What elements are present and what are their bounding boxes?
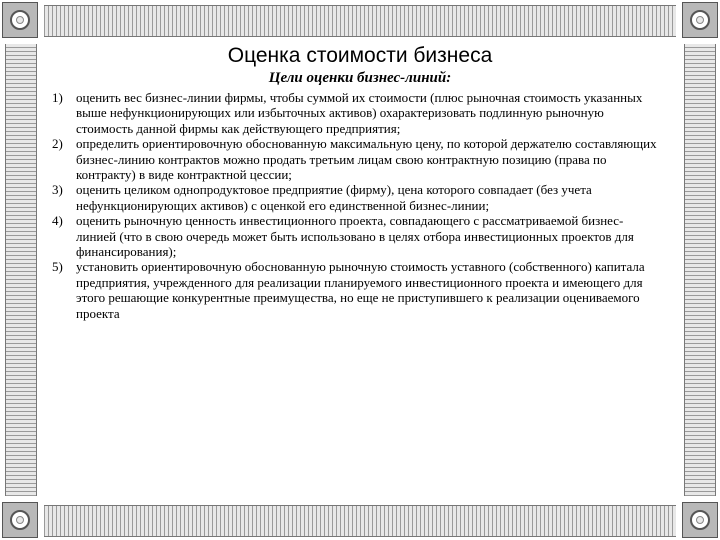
goal-text: определить ориентировочную обоснованную максимальную цену, по которой держателю составляющих бизнес-линию контрактов можно продать третьим лицам свою контрактную позицию (права по контракту) в виде контрактной цессии; — [76, 136, 657, 183]
goals-list — [52, 90, 662, 321]
frame-bottom-border — [44, 505, 676, 537]
goal-number: 3) — [52, 182, 63, 198]
corner-ornament-icon — [682, 502, 718, 538]
goal-number: 5) — [52, 259, 63, 275]
frame-right-border — [684, 44, 716, 496]
corner-ornament-icon — [2, 2, 38, 38]
goal-text: оценить целиком однопродуктовое предприятие (фирму), цена которого совпадает (без учета нефункционирующих активов) с оценкой его единственной бизнес-линии; — [76, 182, 592, 213]
corner-ornament-icon — [682, 2, 718, 38]
frame-top-border — [44, 5, 676, 37]
goal-number: 2) — [52, 136, 63, 152]
slide-content — [44, 44, 676, 496]
goal-item-5 — [52, 259, 662, 321]
goal-item-4 — [52, 213, 662, 259]
slide-title: Оценка стоимости бизнеса — [227, 44, 493, 67]
goal-text: установить ориентировочную обоснованную рыночную стоимость уставного (собственного) капитала предприятия, учрежденного для реализации планируемого инвестиционного проекта и имеющего для этого решающие конкурентные преимущества, но еще не приступившего к реализации оцениваемого проекта — [76, 259, 645, 321]
corner-ornament-icon — [2, 502, 38, 538]
goal-number: 1) — [52, 90, 63, 105]
goal-text: оценить вес бизнес-линии фирмы, чтобы суммой их стоимости (плюс рыночная стоимость указанных выше нефункционирующих или избыточных активов) охарактеризовать подлинную рыночную стоимость данной фирмы как действующего предприятия; — [76, 90, 643, 136]
goal-number: 4) — [52, 213, 63, 229]
goal-text: оценить рыночную ценность инвестиционного проекта, совпадающего с рассматриваемой бизнес-линией (что в свою очередь может быть использовано в целях отбора инвестиционных проектов для финансирования); — [76, 213, 634, 260]
frame-left-border — [5, 44, 37, 496]
slide-subtitle: Цели оценки бизнес-линий: — [268, 70, 452, 86]
goal-item-3 — [52, 182, 662, 213]
goal-item-2 — [52, 136, 662, 182]
goal-item-1 — [52, 90, 662, 136]
